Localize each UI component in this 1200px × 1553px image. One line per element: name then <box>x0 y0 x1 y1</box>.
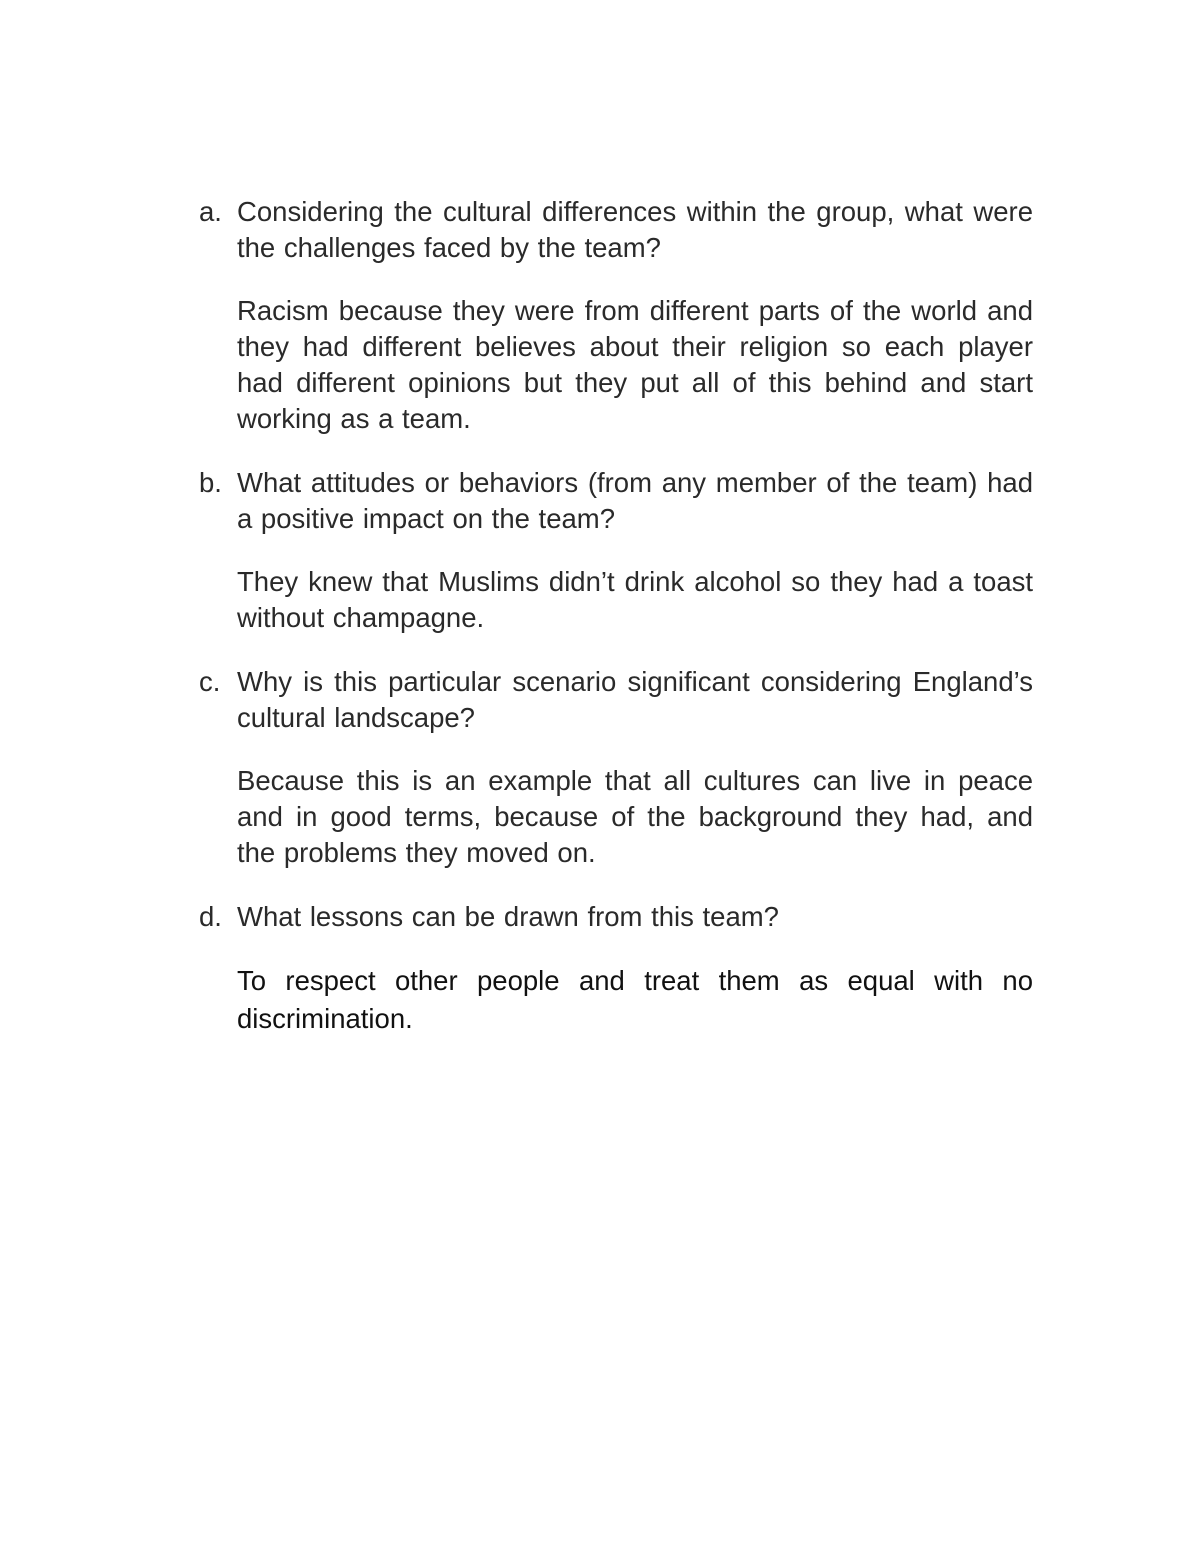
list-marker: c. <box>199 665 221 697</box>
list-marker: d. <box>199 900 222 932</box>
list-item-b <box>199 465 1033 637</box>
list-marker: b. <box>199 466 222 498</box>
question-text: Why is this particular scenario significant considering England’s cultural landscape? <box>237 665 1033 733</box>
answer-text: Because this is an example that all cultures can live in peace and in good terms, because of the background they had, and the problems they moved on. <box>237 765 1033 868</box>
list-marker: a. <box>199 195 222 227</box>
list-item-c <box>199 664 1033 872</box>
answer-text: To respect other people and treat them as equal with no discrimination. <box>237 965 1033 1034</box>
list-item-d <box>199 899 1033 1039</box>
question-text: What lessons can be drawn from this team? <box>237 900 779 932</box>
answer-text: They knew that Muslims didn’t drink alcohol so they had a toast without champagne. <box>237 566 1033 633</box>
question-answer-list <box>199 166 1033 1066</box>
question-text: What attitudes or behaviors (from any member of the team) had a positive impact on the team? <box>237 466 1033 534</box>
question-text: Considering the cultural differences within the group, what were the challenges faced by the team? <box>237 195 1033 263</box>
answer-text: Racism because they were from different parts of the world and they had different believes about their religion so each player had different opinions but they put all of this behind and start working as a team. <box>237 295 1033 434</box>
list-item-a <box>199 194 1033 438</box>
